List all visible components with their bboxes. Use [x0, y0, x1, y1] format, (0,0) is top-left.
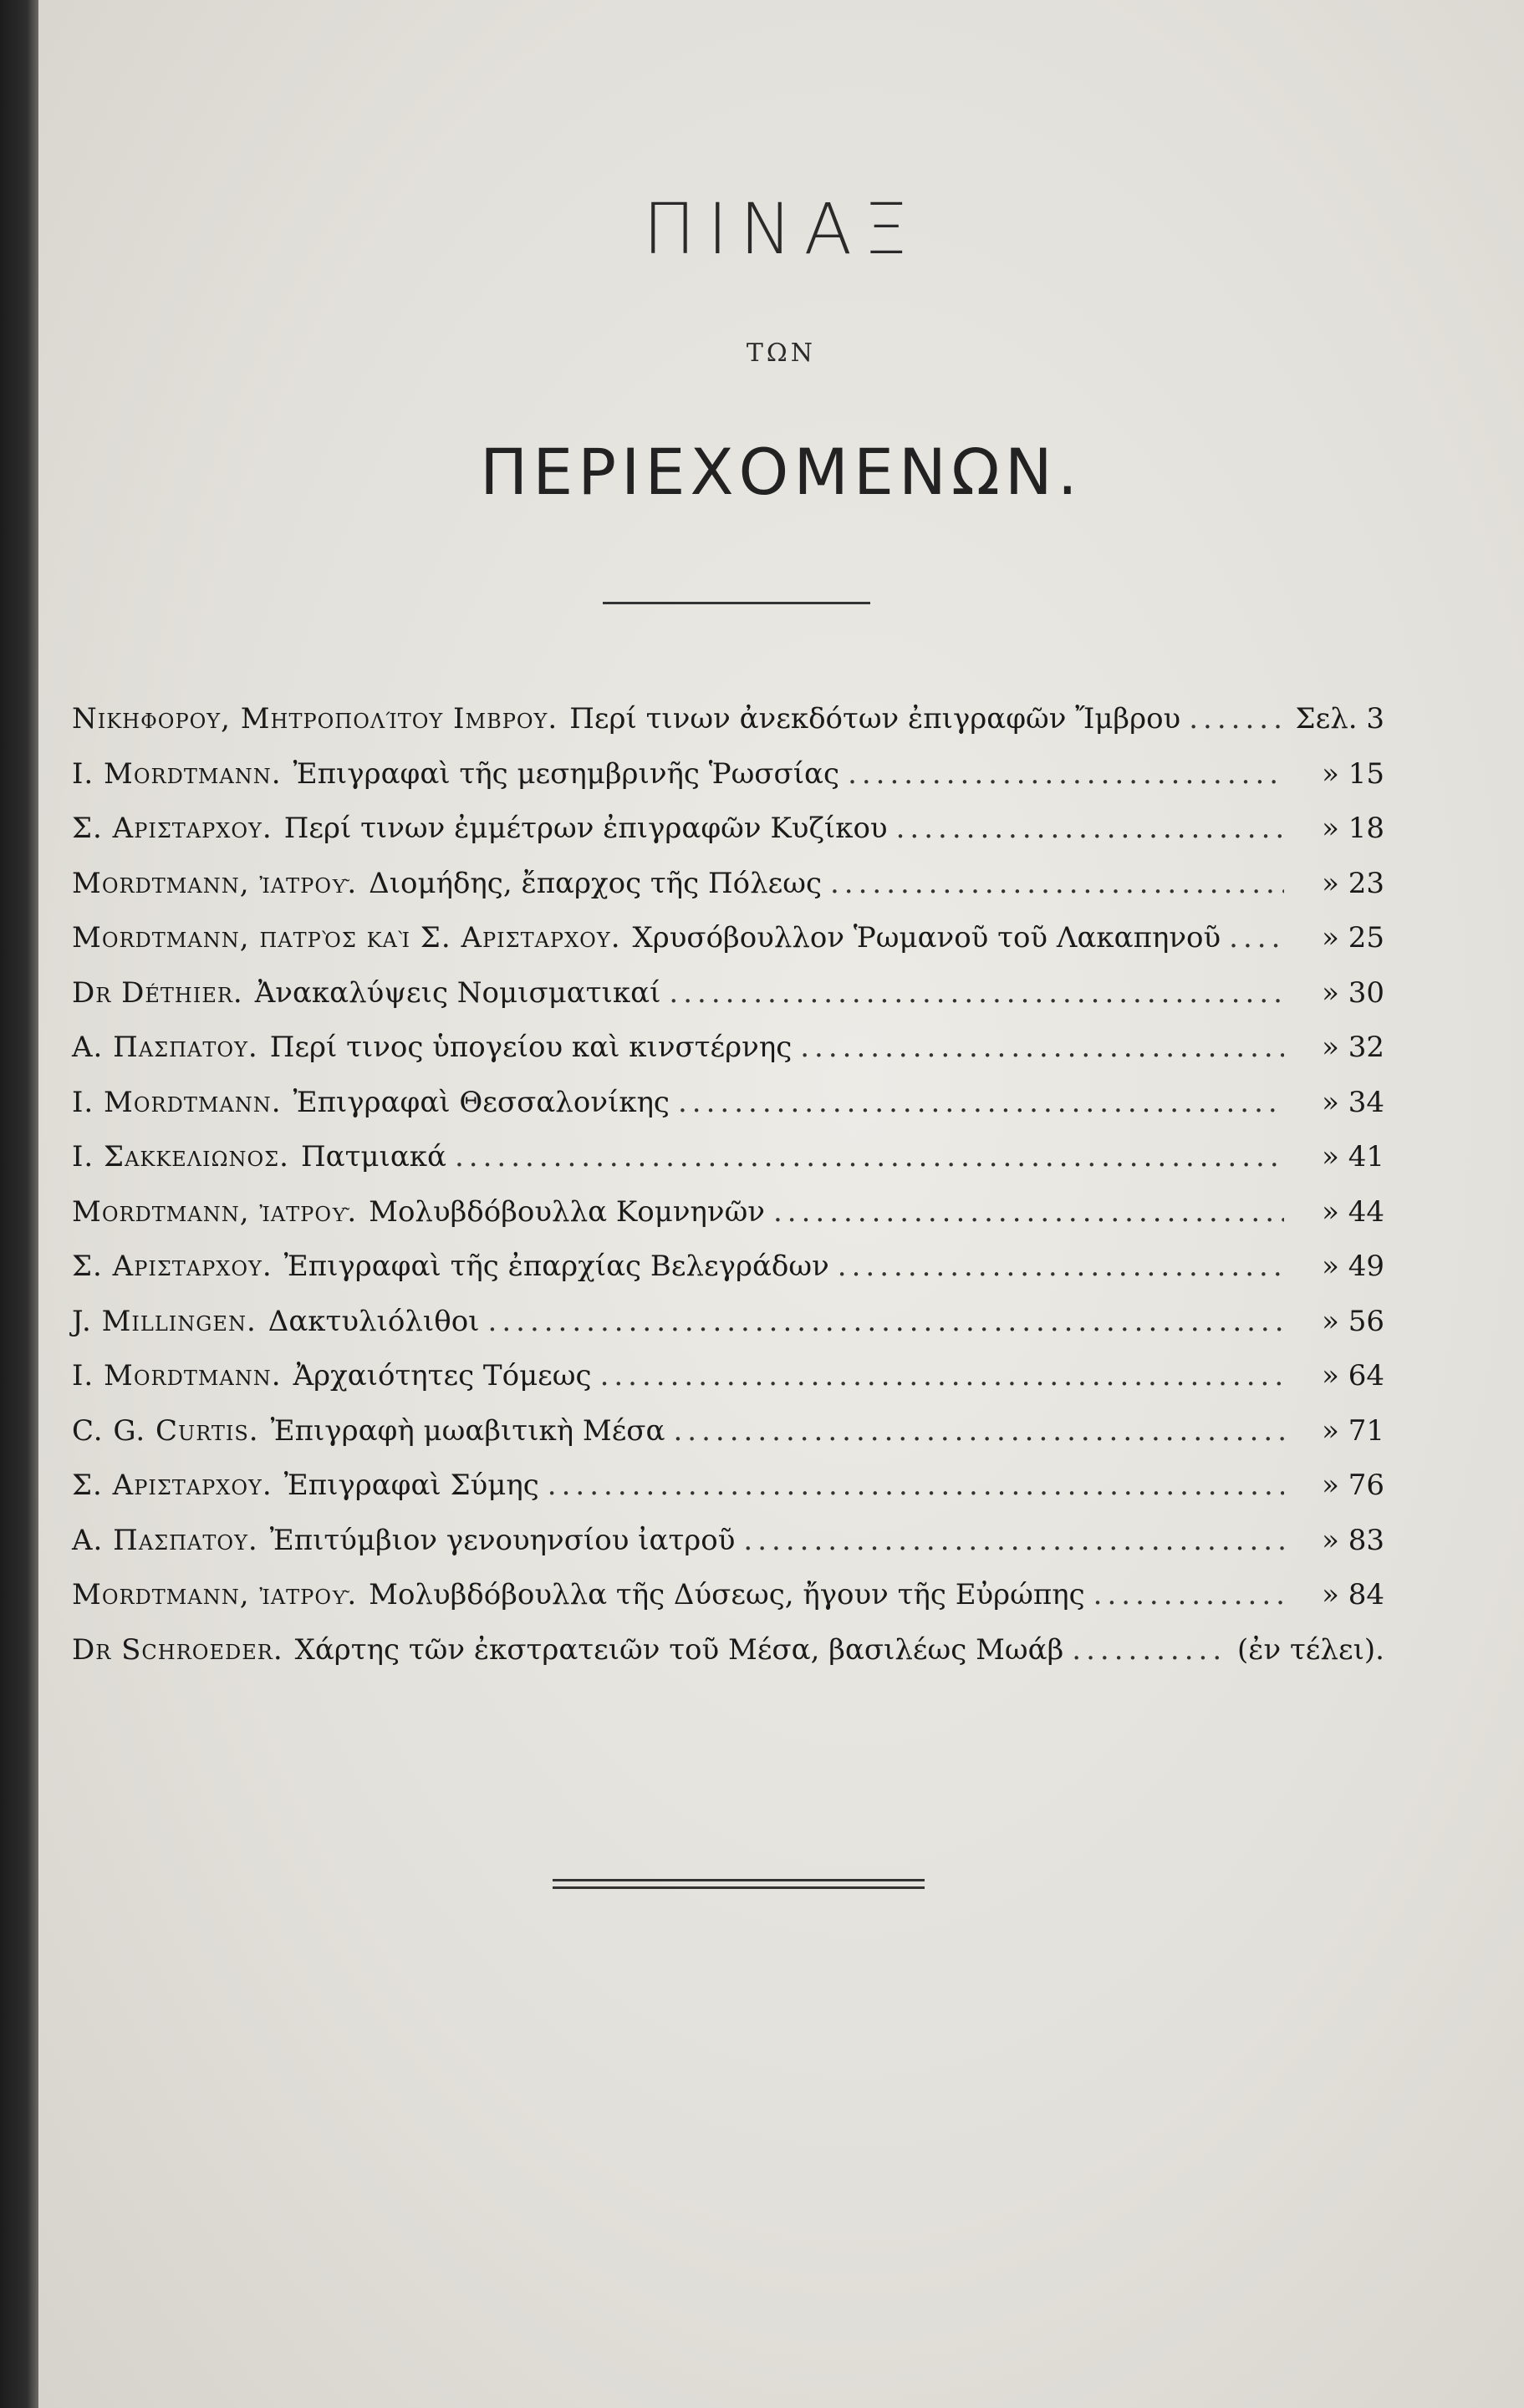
leader-dots: [743, 1524, 1284, 1557]
toc-author: I. Mordtmann.: [72, 1359, 282, 1392]
leader-dots: [1072, 1633, 1229, 1667]
leader-dots: [896, 812, 1284, 845]
toc-author: I. Mordtmann.: [72, 1085, 282, 1119]
toc-author: Mordtmann, ἰατροῦ.: [72, 1578, 358, 1611]
toc-page: » 84: [1322, 1578, 1384, 1611]
toc-page: » 83: [1322, 1523, 1384, 1557]
leader-dots: [455, 1140, 1284, 1173]
toc-page: » 25: [1322, 921, 1384, 955]
leader-dots: [600, 1359, 1284, 1392]
heading-divider: [603, 602, 870, 604]
leader-dots: [673, 1414, 1284, 1448]
toc-author: Α. Πασπατου.: [72, 1523, 258, 1557]
toc-page: » 30: [1322, 975, 1384, 1010]
leader-dots: [800, 1031, 1284, 1064]
toc-author: Σ. Αριςταρχου.: [72, 1250, 273, 1283]
toc-title: Ἐπιτύμβιον γενουηνσίου ἰατροῦ: [269, 1523, 736, 1557]
toc-title: Διομήδης, ἔπαρχος τῆς Πόλεως: [369, 866, 822, 900]
toc-title: Ἐπιγραφαὶ Σύμης: [283, 1469, 539, 1502]
toc-page: (ἐν τέλει).: [1237, 1632, 1384, 1667]
toc-author: C. G. Curtis.: [72, 1413, 259, 1448]
toc-page: » 41: [1322, 1140, 1384, 1173]
toc-title: Μολυβδόβουλλα Κομνηνῶν: [369, 1194, 765, 1229]
toc-entry: [72, 1469, 1384, 1524]
leader-dots: [488, 1305, 1284, 1338]
page-subtitle: ΤΩΝ: [746, 339, 817, 368]
toc-entry: [72, 1524, 1384, 1579]
toc-author: Dr Schroeder.: [72, 1632, 283, 1667]
toc-entry: [72, 1031, 1384, 1086]
toc-entry: [72, 702, 1384, 757]
toc-entry: [72, 1305, 1384, 1360]
toc-title: Πατμιακά: [300, 1140, 446, 1173]
page-heading: ΠΕΡΙΕΧΟΜΕΝΩΝ.: [480, 435, 1083, 509]
toc-page: » 56: [1322, 1304, 1384, 1338]
leader-dots: [678, 1086, 1284, 1119]
toc-title: Ἐπιγραφαὶ τῆς ἐπαρχίας Βελεγράδων: [283, 1250, 829, 1283]
toc-author: Mordtmann, ἰατροῦ.: [72, 1194, 358, 1229]
toc-entry: [72, 1414, 1384, 1469]
toc-author: J. Millingen.: [72, 1304, 257, 1338]
toc-title: Ἐπιγραφαὶ Θεσσαλονίκης: [293, 1085, 670, 1119]
book-page: [38, 0, 1524, 2408]
toc-page: » 49: [1322, 1250, 1384, 1283]
toc-title: Ἀνακαλύψεις Νομισματικαί: [254, 975, 661, 1010]
toc-title: Περί τινων ἀνεκδότων ἐπιγραφῶν Ἴμβρου: [569, 702, 1181, 736]
toc-title: Περί τινος ὑπογείου καὶ κινστέρνης: [269, 1031, 793, 1064]
page-title: ΠΙΝΑΞ: [642, 188, 920, 270]
toc-author: Σ. Αριςταρχου.: [72, 812, 273, 845]
toc-page: » 34: [1322, 1085, 1384, 1119]
toc-entry: [72, 1359, 1384, 1414]
toc-entry: [72, 757, 1384, 812]
table-of-contents: [72, 702, 1384, 1688]
closing-double-rule: [553, 1879, 925, 1889]
leader-dots: [548, 1469, 1284, 1502]
toc-author: Mordtmann, ἰατροῦ.: [72, 866, 358, 900]
toc-title: Χάρτης τῶν ἐκστρατειῶν τοῦ Μέσα, βασιλέως Μωάβ: [294, 1632, 1064, 1667]
leader-dots: [838, 1250, 1284, 1283]
toc-title: Μολυβδόβουλλα τῆς Δύσεως, ἤγουν τῆς Εὐρώπης: [369, 1578, 1085, 1611]
toc-author: Νικηφορου, Μητροπολίτου Ιμβρου.: [72, 702, 558, 736]
toc-author: Dr Déthier.: [72, 975, 243, 1010]
toc-title: Ἐπιγραφὴ μωαβιτικὴ Μέσα: [270, 1413, 665, 1448]
toc-page: Σελ. 3: [1295, 702, 1384, 736]
toc-page: » 23: [1322, 866, 1384, 900]
leader-dots: [669, 976, 1284, 1010]
toc-title: Ἐπιγραφαὶ τῆς μεσημβρινῆς Ῥωσσίας: [293, 756, 840, 791]
toc-page: » 64: [1322, 1359, 1384, 1392]
toc-entry: [72, 921, 1384, 976]
toc-author: I. Mordtmann.: [72, 756, 282, 791]
toc-title: Ἀρχαιότητες Τόμεως: [293, 1359, 592, 1392]
book-binding-shadow: [0, 0, 38, 2408]
toc-title: Δακτυλιόλιθοι: [268, 1304, 480, 1338]
toc-entry: [72, 1086, 1384, 1141]
toc-entry: [72, 812, 1384, 867]
leader-dots: [848, 757, 1284, 791]
toc-author: Mordtmann, πατρὸς καὶ Σ. Αριςταρχου.: [72, 921, 621, 955]
toc-page: » 18: [1322, 812, 1384, 845]
toc-page: » 76: [1322, 1469, 1384, 1502]
toc-page: » 32: [1322, 1031, 1384, 1064]
toc-page: » 44: [1322, 1194, 1384, 1229]
leader-dots: [1093, 1578, 1284, 1611]
leader-dots: [773, 1195, 1284, 1229]
leader-dots: [830, 867, 1284, 900]
toc-entry: [72, 1195, 1384, 1250]
toc-entry: [72, 1140, 1384, 1195]
toc-page: » 15: [1322, 756, 1384, 791]
toc-entry: [72, 976, 1384, 1031]
toc-page: » 71: [1322, 1413, 1384, 1448]
toc-title: Χρυσόβουλλον Ῥωμανοῦ τοῦ Λακαπηνοῦ: [632, 921, 1221, 955]
leader-dots: [1189, 702, 1284, 736]
leader-dots: [1229, 921, 1284, 955]
toc-author: Α. Πασπατου.: [72, 1031, 258, 1064]
toc-author: I. Σακκελιωνος.: [72, 1140, 289, 1173]
toc-entry: [72, 1250, 1384, 1305]
toc-title: Περί τινων ἐμμέτρων ἐπιγραφῶν Κυζίκου: [283, 812, 888, 845]
toc-author: Σ. Αριςταρχου.: [72, 1469, 273, 1502]
toc-entry: [72, 1633, 1384, 1688]
toc-entry: [72, 867, 1384, 922]
toc-entry: [72, 1578, 1384, 1633]
